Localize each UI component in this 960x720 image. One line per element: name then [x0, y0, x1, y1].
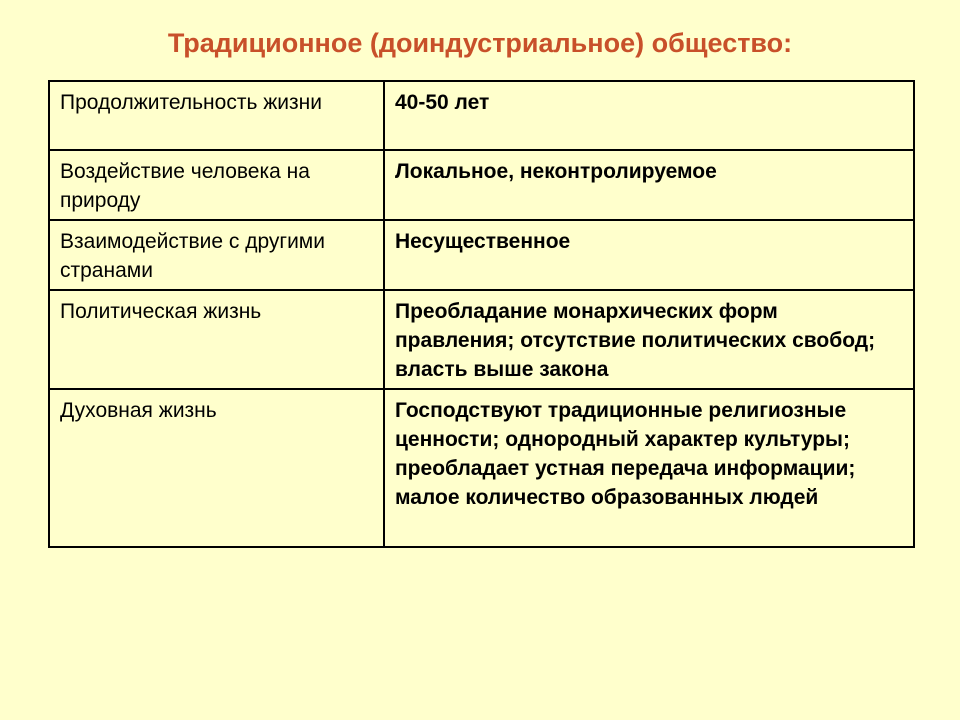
row-label-political-life: Политическая жизнь	[49, 290, 384, 389]
row-label-spiritual-life: Духовная жизнь	[49, 389, 384, 547]
row-value-political-life: Преобладание монархических форм правления; отсутствие политических свобод; власть выше закона	[384, 290, 914, 389]
table-row	[49, 150, 914, 220]
table-row	[49, 290, 914, 389]
slide-title: Традиционное (доиндустриальное) общество:	[167, 28, 793, 58]
society-characteristics-table	[48, 80, 915, 548]
table-row	[49, 389, 914, 547]
row-value-spiritual-life: Господствуют традиционные религиозные ценности; однородный характер культуры; преобладает устная передача информации; малое количество образованных людей	[384, 389, 914, 547]
row-value-life-expectancy: 40-50 лет	[384, 81, 914, 150]
row-value-foreign-relations: Несущественное	[384, 220, 914, 290]
row-label-foreign-relations: Взаимодействие с другими странами	[49, 220, 384, 290]
table-row	[49, 220, 914, 290]
table-row	[49, 81, 914, 150]
row-label-impact-on-nature: Воздействие человека на природу	[49, 150, 384, 220]
row-value-impact-on-nature: Локальное, неконтролируемое	[384, 150, 914, 220]
row-label-life-expectancy: Продолжительность жизни	[49, 81, 384, 150]
